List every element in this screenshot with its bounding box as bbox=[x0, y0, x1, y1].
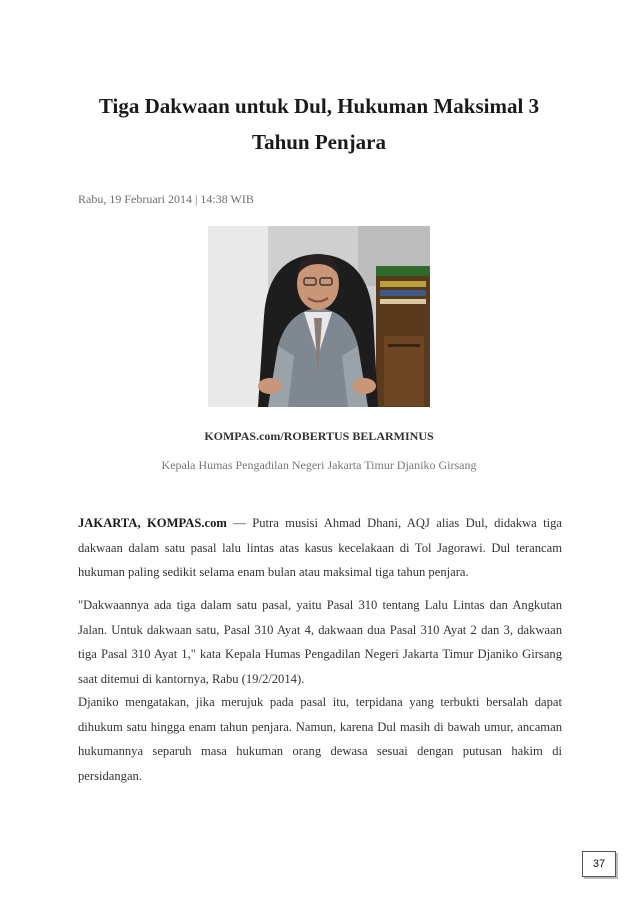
paragraph-1-body: — Putra musisi Ahmad Dhani, AQJ alias Dul, didakwa tiga dakwaan dalam satu pasal lalu lintas atas kasus kecelakaan di Tol Jagorawi. Dul terancam hukuman paling sedikit selama enam bulan atau maksimal tiga tahun penjara. bbox=[78, 516, 562, 579]
page-number: 37 bbox=[582, 851, 616, 877]
article-lead: JAKARTA, KOMPAS.com bbox=[78, 516, 227, 530]
photo-caption: Kepala Humas Pengadilan Negeri Jakarta Timur Djaniko Girsang bbox=[161, 458, 477, 472]
article-dateline: Rabu, 19 Februari 2014 | 14:38 WIB bbox=[78, 192, 254, 206]
article-photo bbox=[208, 226, 430, 407]
article-paragraph-1 bbox=[78, 511, 562, 585]
article-title: Tiga Dakwaan untuk Dul, Hukuman Maksimal 3 Tahun Penjara bbox=[98, 94, 540, 155]
photo-illustration bbox=[208, 226, 430, 407]
article-paragraph-3: Djaniko mengatakan, jika merujuk pada pasal itu, terpidana yang terbukti bersalah dapat dihukum satu hingga enam tahun penjara. Namun, karena Dul masih di bawah umur, ancaman hukumannya separuh masa hukuman orang dewasa sesuai dengan putusan hakim di persidangan. bbox=[78, 695, 562, 783]
article-paragraph-2: "Dakwaannya ada tiga dalam satu pasal, yaitu Pasal 310 tentang Lalu Lintas dan Angkutan Jalan. Untuk dakwaan satu, Pasal 310 Ayat 4, dakwaan dua Pasal 310 Ayat 2 dan 3, dakwaan tiga Pasal 310 Ayat 1," kata Kepala Humas Pengadilan Negeri Jakarta Timur Djaniko Girsang saat ditemui di kantornya, Rabu (19/2/2014). bbox=[78, 598, 562, 686]
photo-credit: KOMPAS.com/ROBERTUS BELARMINUS bbox=[204, 429, 434, 443]
